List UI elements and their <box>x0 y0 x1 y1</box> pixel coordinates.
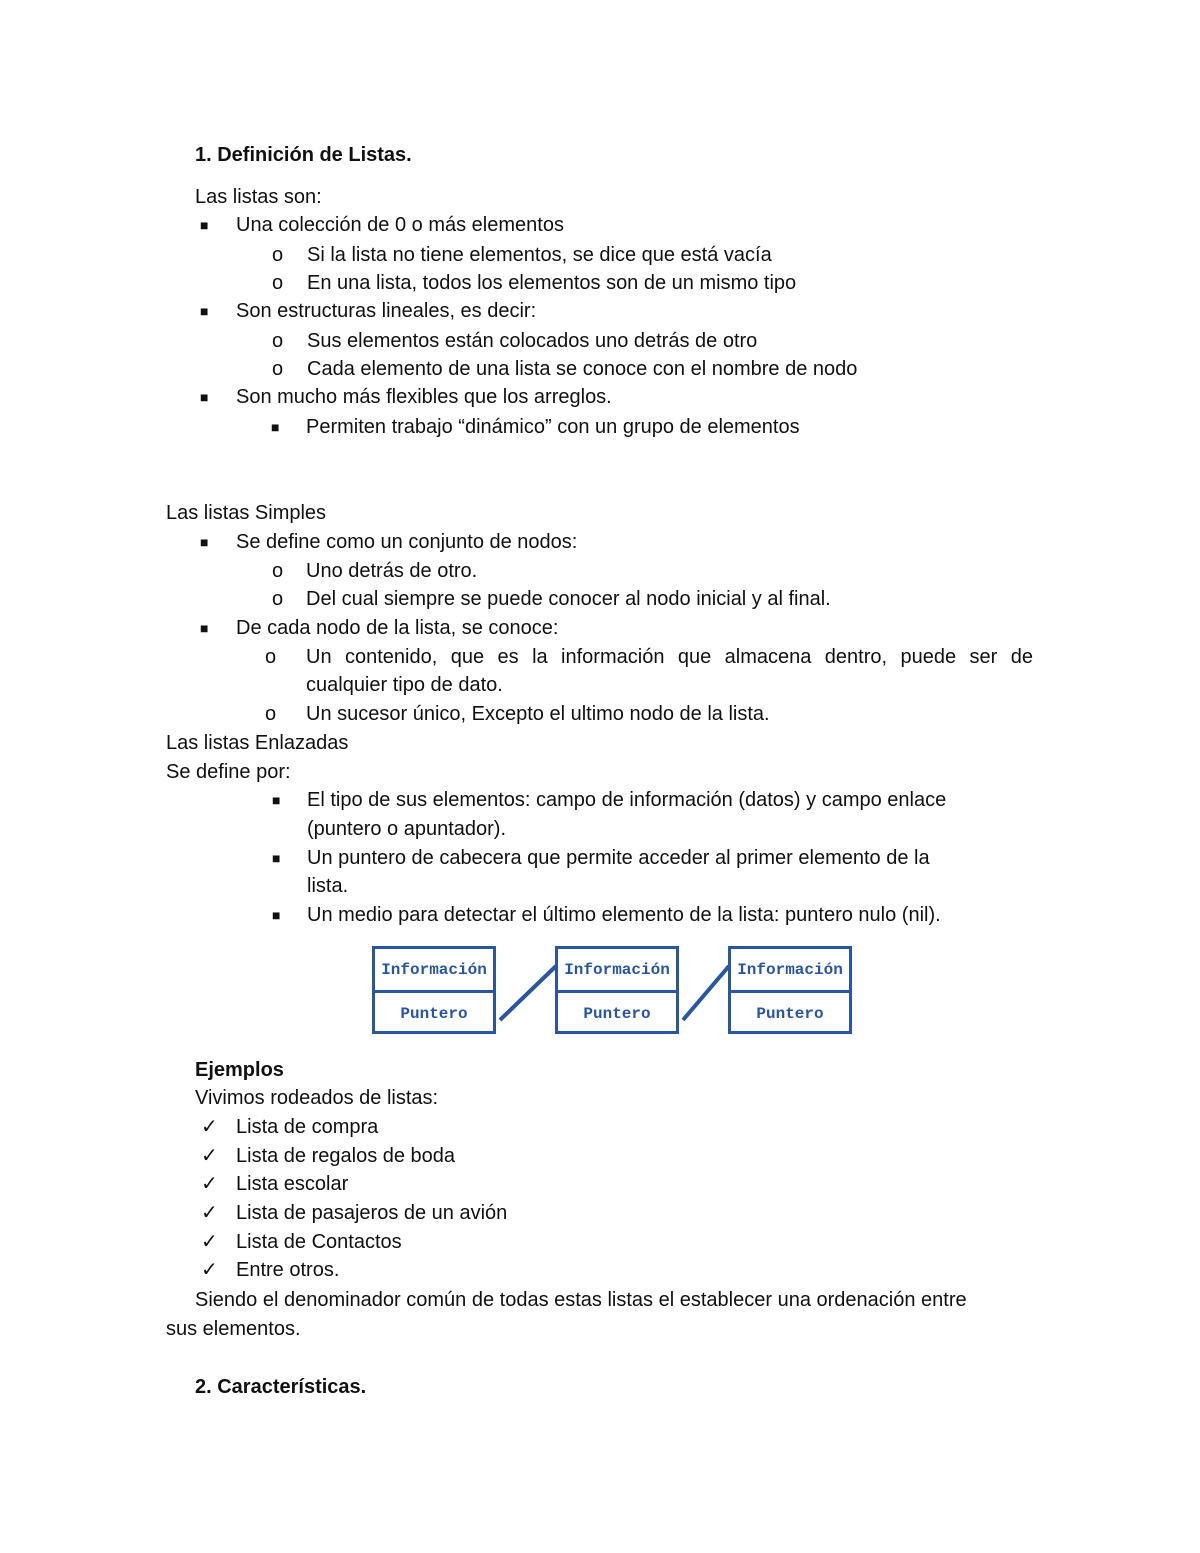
list-item: Un sucesor único, Excepto el ultimo nodo de la lista. <box>306 703 770 725</box>
list-item: Entre otros. <box>236 1259 340 1281</box>
closing-paragraph-continuation: sus elementos. <box>166 1318 301 1340</box>
list-item: Lista de regalos de boda <box>236 1145 456 1167</box>
node-box-2 <box>555 946 679 1034</box>
list-item: El tipo de sus elementos: campo de información (datos) y campo enlace <box>307 789 947 811</box>
circle-bullet-icon: o <box>272 560 284 582</box>
list-item-continuation: (puntero o apuntador). <box>307 818 507 840</box>
node-pointer-cell: Puntero <box>756 1004 824 1023</box>
checkmark-icon: ✓ <box>201 1173 218 1195</box>
square-bullet-icon: ■ <box>272 850 281 866</box>
circle-bullet-icon: o <box>265 703 277 725</box>
circle-bullet-icon: o <box>272 330 284 352</box>
list-item: Del cual siempre se puede conocer al nodo inicial y al final. <box>306 588 831 610</box>
circle-bullet-icon: o <box>272 358 284 380</box>
list-item: Son mucho más flexibles que los arreglos. <box>236 386 612 408</box>
list-item: Lista de pasajeros de un avión <box>236 1202 508 1224</box>
closing-paragraph: Siendo el denominador común de todas estas listas el establecer una ordenación entre <box>195 1289 967 1311</box>
link-line-1 <box>500 966 556 1020</box>
node-info-cell: Información <box>731 949 849 993</box>
node-info-cell: Información <box>375 949 493 993</box>
node-pointer-cell: Puntero <box>400 1004 468 1023</box>
checkmark-icon: ✓ <box>201 1116 218 1138</box>
list-item: Son estructuras lineales, es decir: <box>236 300 537 322</box>
list-item: Se define como un conjunto de nodos: <box>236 531 578 553</box>
node-box-1 <box>372 946 496 1034</box>
heading-ejemplos: Ejemplos <box>195 1059 284 1081</box>
list-item: Lista de compra <box>236 1116 379 1138</box>
list-item: Un puntero de cabecera que permite acceder al primer elemento de la <box>307 847 930 869</box>
circle-bullet-icon: o <box>272 588 284 610</box>
checkmark-icon: ✓ <box>201 1231 218 1253</box>
square-bullet-icon: ■ <box>200 620 209 636</box>
square-bullet-icon: ■ <box>200 534 209 550</box>
list-item: Cada elemento de una lista se conoce con el nombre de nodo <box>307 358 858 380</box>
intro-text: Vivimos rodeados de listas: <box>195 1087 439 1109</box>
list-item: Un contenido, que es la información que almacena dentro, puede ser de <box>306 646 1033 668</box>
section-title-definicion: 1. Definición de Listas. <box>195 144 412 166</box>
square-bullet-icon: ■ <box>200 389 209 405</box>
list-item: De cada nodo de la lista, se conoce: <box>236 617 559 639</box>
square-bullet-icon: ■ <box>272 792 281 808</box>
list-item: Si la lista no tiene elementos, se dice que está vacía <box>307 244 772 266</box>
node-pointer-cell: Puntero <box>583 1004 651 1023</box>
list-item: Una colección de 0 o más elementos <box>236 214 564 236</box>
square-bullet-icon: ■ <box>271 419 280 435</box>
node-box-3 <box>728 946 852 1034</box>
link-line-2 <box>683 966 729 1020</box>
circle-bullet-icon: o <box>272 272 284 294</box>
checkmark-icon: ✓ <box>201 1202 218 1224</box>
square-bullet-icon: ■ <box>200 217 209 233</box>
list-item: Uno detrás de otro. <box>306 560 478 582</box>
list-item: Lista de Contactos <box>236 1231 402 1253</box>
intro-text: Las listas son: <box>195 186 322 208</box>
checkmark-icon: ✓ <box>201 1145 218 1167</box>
square-bullet-icon: ■ <box>272 907 281 923</box>
list-item-continuation: cualquier tipo de dato. <box>306 674 503 696</box>
subheading-se-define-por: Se define por: <box>166 761 291 783</box>
list-item: Lista escolar <box>236 1173 349 1195</box>
circle-bullet-icon: o <box>265 646 277 668</box>
list-item-continuation: lista. <box>307 875 349 897</box>
heading-listas-enlazadas: Las listas Enlazadas <box>166 732 349 754</box>
circle-bullet-icon: o <box>272 244 284 266</box>
node-info-cell: Información <box>558 949 676 993</box>
linked-list-diagram <box>370 946 862 1041</box>
section-title-caracteristicas: 2. Características. <box>195 1376 367 1398</box>
heading-listas-simples: Las listas Simples <box>166 502 327 524</box>
checkmark-icon: ✓ <box>201 1259 218 1281</box>
square-bullet-icon: ■ <box>200 303 209 319</box>
list-item: En una lista, todos los elementos son de un mismo tipo <box>307 272 797 294</box>
list-item: Un medio para detectar el último elemento de la lista: puntero nulo (nil). <box>307 904 941 926</box>
list-item: Sus elementos están colocados uno detrás de otro <box>307 330 758 352</box>
list-item: Permiten trabajo “dinámico” con un grupo de elementos <box>306 416 800 438</box>
